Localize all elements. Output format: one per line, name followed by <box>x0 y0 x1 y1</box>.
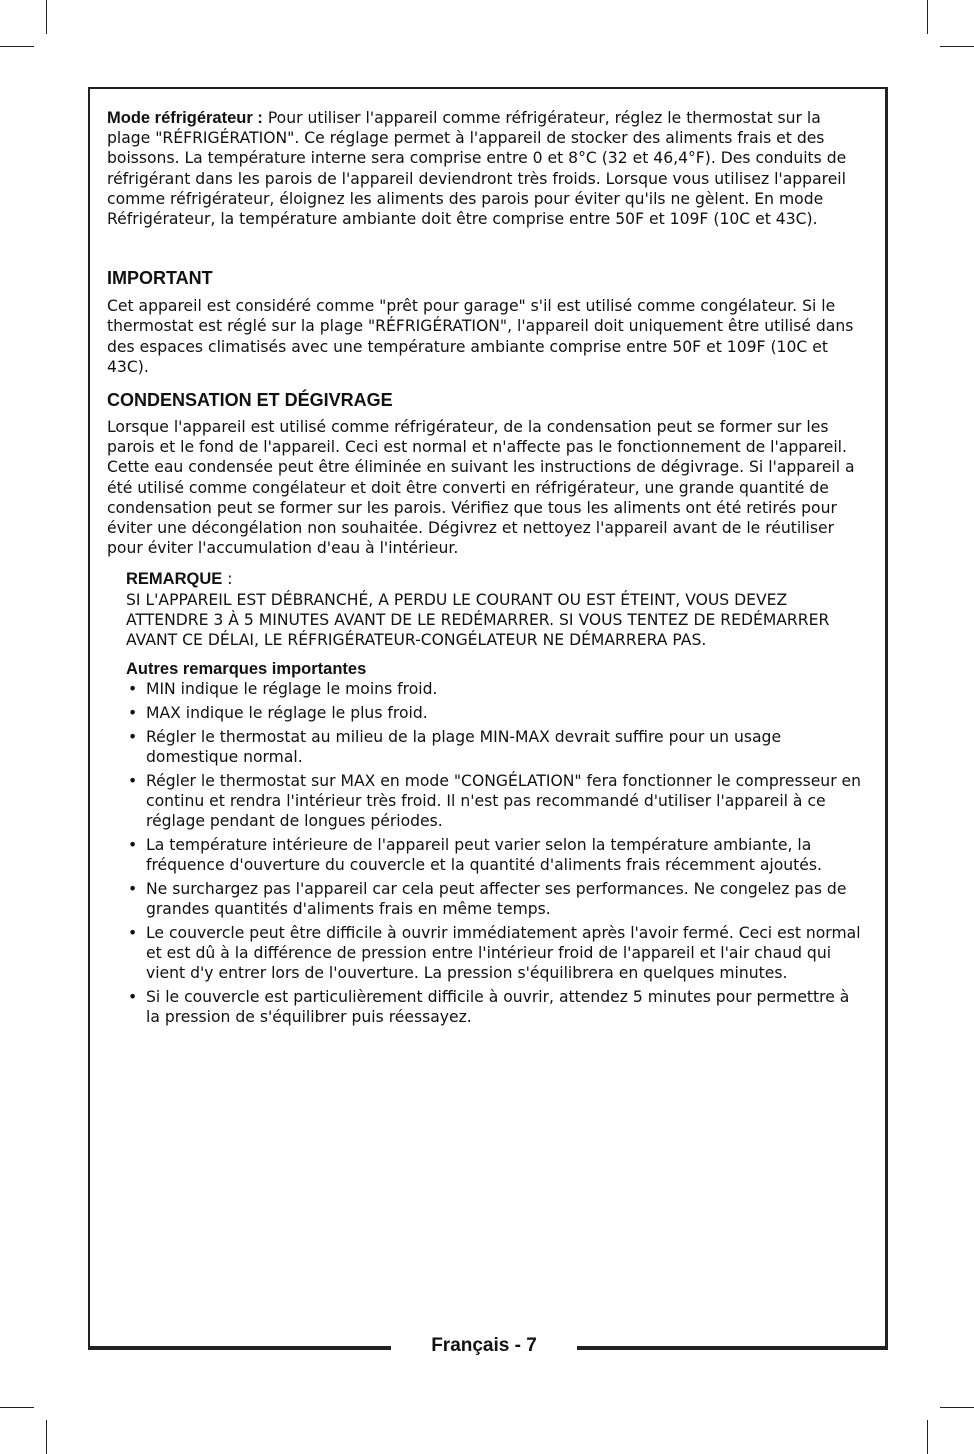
crop-mark-top-left-v <box>46 0 47 34</box>
footer-rule-right <box>577 1346 886 1350</box>
fridge-mode-lead: Mode réfrigérateur : <box>107 109 263 127</box>
condensation-heading: CONDENSATION ET DÉGIVRAGE <box>107 390 393 411</box>
important-heading: IMPORTANT <box>107 268 213 289</box>
page-number: Français - 7 <box>431 1335 537 1356</box>
other-notes-heading: Autres remarques importantes <box>126 660 367 679</box>
remark-label-line <box>126 569 867 589</box>
list-item: • Le couvercle peut être difficile à ouvrir immédiatement après l'avoir fermé. Ceci est normal et est dû à la différence de pression entre l'intérieur froid de l'appareil et l'air chaud qui vient d'y entrer lors de l'ouverture. La pression s'équilibrera en quelques minutes. <box>126 923 867 984</box>
footer-rule-left <box>88 1346 391 1350</box>
fridge-mode-paragraph <box>107 108 867 229</box>
remark-label: REMARQUE <box>126 570 223 589</box>
page-content <box>107 108 867 1031</box>
list-item: • Régler le thermostat sur MAX en mode "CONGÉLATION" fera fonctionner le compresseur en continu et rendra l'intérieur très froid. Il n'est pas recommandé d'utiliser l'appareil à ce réglage pendant de longues périodes. <box>126 771 867 832</box>
crop-mark-bottom-right-h <box>940 1407 974 1408</box>
list-item: • Régler le thermostat au milieu de la plage MIN-MAX devrait suffire pour un usage domestique normal. <box>126 727 867 767</box>
other-notes-block <box>126 659 867 1027</box>
list-item: • MIN indique le réglage le moins froid. <box>126 679 867 699</box>
other-notes-list <box>126 679 867 1027</box>
crop-mark-top-left-h <box>0 46 34 47</box>
remark-text: SI L'APPAREIL EST DÉBRANCHÉ, A PERDU LE COURANT OU EST ÉTEINT, VOUS DEVEZ ATTENDRE 3 À 5 MINUTES AVANT DE LE REDÉMARRER. SI VOUS TENTEZ DE REDÉMARRER AVANT CE DÉLAI, LE RÉFRIGÉRATEUR-CONGÉLATEUR NE DÉMARRERA PAS. <box>126 590 830 650</box>
list-item: • MAX indique le réglage le plus froid. <box>126 703 867 723</box>
crop-mark-bottom-left-v <box>46 1420 47 1454</box>
list-item: • Ne surchargez pas l'appareil car cela peut affecter ses performances. Ne congelez pas de grandes quantités d'aliments frais en même temps. <box>126 879 867 919</box>
crop-mark-bottom-left-h <box>0 1407 34 1408</box>
crop-mark-bottom-right-v <box>927 1420 928 1454</box>
remark-block <box>126 569 867 650</box>
fridge-mode-text: Pour utiliser l'appareil comme réfrigérateur, réglez le thermostat sur la plage "RÉFRIGÉRATION". Ce réglage permet à l'appareil de stocker des aliments frais et des boissons. La température interne sera comprise entre 0 et 8°C (32 et 46,4°F). Des conduits de réfrigérant dans les parois de l'appareil deviendront très froids. Lorsque vous utilisez l'appareil comme réfrigérateur, éloignez les aliments des parois pour éviter qu'ils ne gèlent. En mode Réfrigérateur, la température ambiante doit être comprise entre 50F et 109F (10C et 43C). <box>107 109 847 229</box>
important-text: Cet appareil est considéré comme "prêt pour garage" s'il est utilisé comme congélateur. Si le thermostat est réglé sur la plage "RÉFRIGÉRATION", l'appareil doit uniquement être utilisé dans des espaces climatisés avec une température ambiante comprise entre 50F et 109F (10C et 43C). <box>107 297 854 376</box>
crop-mark-top-right-v <box>927 0 928 34</box>
condensation-text: Lorsque l'appareil est utilisé comme réfrigérateur, de la condensation peut se former sur les parois et le fond de l'appareil. Ceci est normal et n'affecte pas le fonctionnement de l'appareil. Cette eau condensée peut être éliminée en suivant les instructions de dégivrage. Si l'appareil a été utilisé comme congélateur et doit être converti en réfrigérateur, une grande quantité de condensation peut se former sur les parois. Vérifiez que tous les aliments ont été retirés pour éviter une décongélation non souhaitée. Dégivrez et nettoyez l'appareil avant de le réutiliser pour éviter l'accumulation d'eau à l'intérieur. <box>107 418 855 558</box>
list-item: • La température intérieure de l'appareil peut varier selon la température ambiante, la fréquence d'ouverture du couvercle et la quantité d'aliments frais récemment ajoutés. <box>126 835 867 875</box>
remark-separator: : <box>222 570 233 589</box>
list-item: • Si le couvercle est particulièrement difficile à ouvrir, attendez 5 minutes pour permettre à la pression de s'équilibrer puis réessayez. <box>126 987 867 1027</box>
crop-mark-top-right-h <box>940 46 974 47</box>
